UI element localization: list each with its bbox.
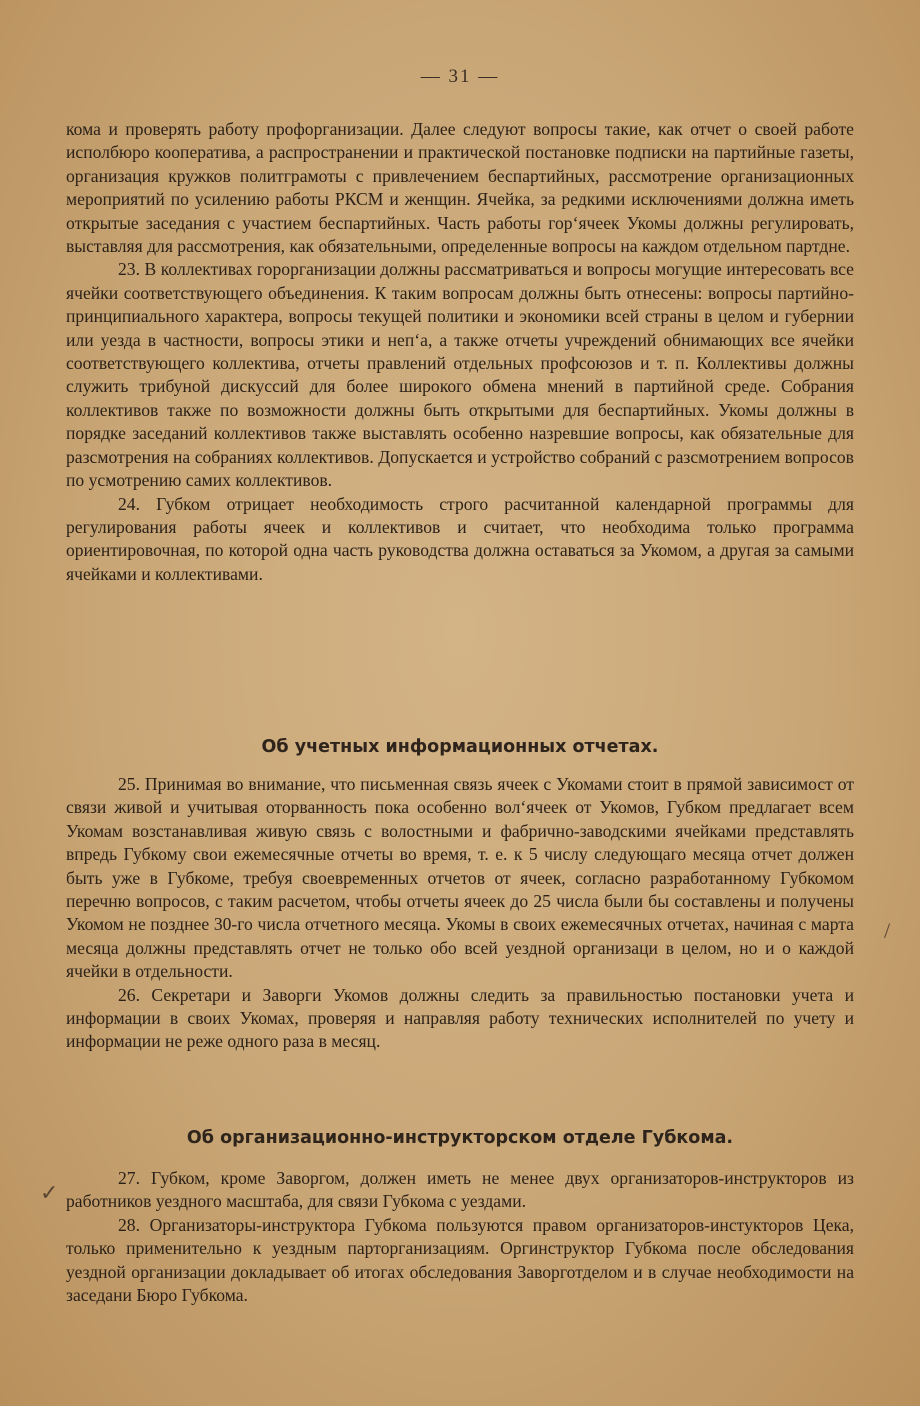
paragraph-27: 27. Губком, кроме Заворгом, должен иметь не менее двух организаторов-инструкторов из работников уездного масштаба, для связи Губкома с уездами. [66, 1168, 854, 1212]
paragraph-28: 28. Организаторы-инструктора Губкома пользуются правом организаторов-инстукторов Цека, только применительно к уездным парторганизациям. Оргинструктор Губкома после обследования уездной организации докладывает об итогах обследования Заворготделом и в случае необходимости на заседани Бюро Губкома. [66, 1214, 854, 1306]
paragraph-23: 23. В коллективах горорганизации должны рассматриваться и вопросы могущие интересовать все ячейки соответствующего объединения. К таким вопросам должны быть отнесены: вопросы партийно-принципиального характера, вопросы текущей политики и экономики всей страны в целом и губернии или уезда в частности, вопросы этики и неп‘а, а также отчеты учреждений обнимающих все ячейки соответствующего коллектива, отчеты правлений отдельных профсоюзов и т. п. Коллективы должны служить трибуной дискуссий для более широкого обмена мнений в партийной среде. Собрания коллективов также по возможности должны быть открытыми для беспартийных. Укомы должны в порядке заседаний коллективов также выставлять особенно назревшие вопросы, как обязательные для разсмотрения на собраниях коллективов. Допускается и устройство собраний с разсмотрением вопросов по усмотрению самих коллективов. [66, 259, 854, 491]
paragraph-25: 25. Принимая во внимание, что письменная связь ячеек с Укомами стоит в прямой зависимост от связи живой и учитывая оторванность пока особенно вол‘ячеек от Укомов, Губком предлагает всем Укомам возстанавливая живую связь с волостными и фабрично-заводскими ячейками представлять впредь Губкому свои ежемесячные отчеты во время, т. е. к 5 числу следующаго месяца отчет должен быть уже в Губкоме, требуя своевременных отчетов от ячеек, согласно разработанному Губкомом перечню вопросов, с таким расчетом, чтобы отчеты ячеек до 25 числа были бы составлены и получены Укомом не позднее 30-го числа отчетного месяца. Укомы в своих ежемесячных отчетах, начиная с марта месяца должны представлять отчет не только обо всей уездной организаци в целом, но и о каждой ячейки в отдельности. [66, 774, 854, 982]
text-block-1 [66, 118, 854, 586]
margin-check-mark: ✓ [40, 1180, 59, 1205]
paragraph-continued: кома и проверять работу профорганизации. Далее следуют вопросы такие, как отчет о своей работе исполбюро кооператива, а распространении и практической постановке подписки на партийные газеты, организация кружков политграмоты с привлечением беспартийных, рассмотрение организационных мероприятий по усилению работы РКСМ и женщин. Ячейка, за редкими исключениями должна иметь открытые заседания с участием беспартийных. Часть работы гор‘ячеек Укомы должны регулировать, выставляя для рассмотрения, как обязательными, определенные вопросы на каждом отдельном партдне. [66, 119, 854, 257]
text-block-2 [66, 773, 854, 1054]
page-number: — 31 — [420, 66, 500, 87]
text-block-3 [66, 1167, 854, 1307]
margin-pencil-mark: / [884, 918, 891, 943]
section-heading-reports: Об учетных информационных отчетах. [261, 737, 659, 757]
section-heading-instructors: Об организационно-инструкторском отделе Губкома. [186, 1128, 734, 1148]
paragraph-26: 26. Секретари и Заворги Укомов должны следить за правильностью постановки учета и информации в своих Укомах, проверяя и направляя работу технических исполнителей по учету и информации не реже одного раза в месяц. [66, 984, 854, 1052]
paragraph-24: 24. Губком отрицает необходимость строго расчитанной календарной программы для регулирования работы ячеек и коллективов и считает, что необходима только программа ориентировочная, по которой одна часть руководства должна оставаться за Укомом, а другая за самыми ячейками и коллективами. [66, 493, 854, 584]
